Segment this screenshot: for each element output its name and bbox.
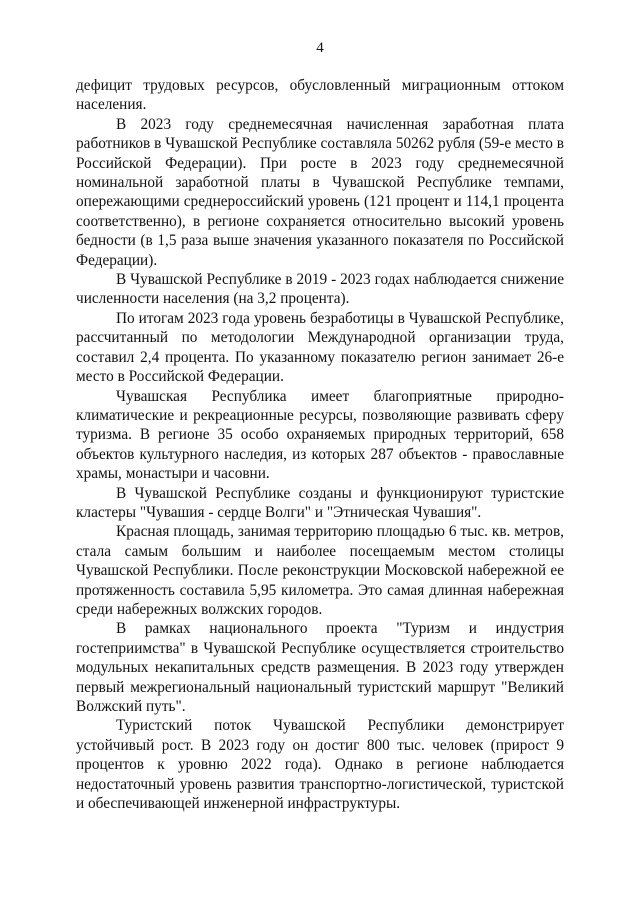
paragraph: По итогам 2023 года уровень безработицы в Чувашской Республике, рассчитанный по методологии Международной организации труда, составил 2,4 процента. По указанному показателю регион занимает 26-е место в Российской Федерации. xyxy=(76,309,564,386)
document-body xyxy=(76,76,564,813)
paragraph: В Чувашской Республике созданы и функционируют туристские кластеры "Чувашия - сердце Волги" и "Этническая Чувашия". xyxy=(76,484,564,521)
paragraph: Красная площадь, занимая территорию площадью 6 тыс. кв. метров, стала самым большим и наиболее посещаемым местом столицы Чувашской Республики. После реконструкции Московской набережной ее протяженность составила 5,95 километра. Это самая длинная набережная среди набережных волжских городов. xyxy=(76,523,564,618)
paragraph: В рамках национального проекта "Туризм и индустрия гостеприимства" в Чувашской Республике осуществляется строительство модульных некапитальных средств размещения. В 2023 году утвержден первый межрегиональный национальный туристский маршрут "Великий Волжский путь". xyxy=(76,620,564,715)
paragraph: В Чувашской Республике в 2019 - 2023 годах наблюдается снижение численности населения (на 3,2 процента). xyxy=(76,271,564,308)
paragraph: В 2023 году среднемесячная начисленная заработная плата работников в Чувашской Республике составляла 50262 рубля (59-е место в Российской Федерации). При росте в 2023 году среднемесячной номинальной заработной платы в Чувашской Республике темпами, опережающими среднероссийский уровень (121 процент и 114,1 процента соответственно), в регионе сохраняется относительно высокий уровень бедности (в 1,5 раза выше значения указанного показателя по Российской Федерации). xyxy=(76,115,564,269)
paragraph: Чувашская Республика имеет благоприятные природно-климатические и рекреационные ресурсы, позволяющие развивать сферу туризма. В регионе 35 особо охраняемых природных территорий, 658 объектов культурного наследия, из которых 287 объектов - православные храмы, монастыри и часовни. xyxy=(76,387,564,483)
paragraph: Туристский поток Чувашской Республики демонстрирует устойчивый рост. В 2023 году он достиг 800 тыс. человек (прирост 9 процентов к уровню 2022 года). Однако в регионе наблюдается недостаточный уровень развития транспортно-логистической, туристской и обеспечивающей инженерной инфраструктуры. xyxy=(76,717,564,813)
page-number: 4 xyxy=(316,40,324,56)
paragraph: дефицит трудовых ресурсов, обусловленный миграционным оттоком населения. xyxy=(76,77,564,114)
